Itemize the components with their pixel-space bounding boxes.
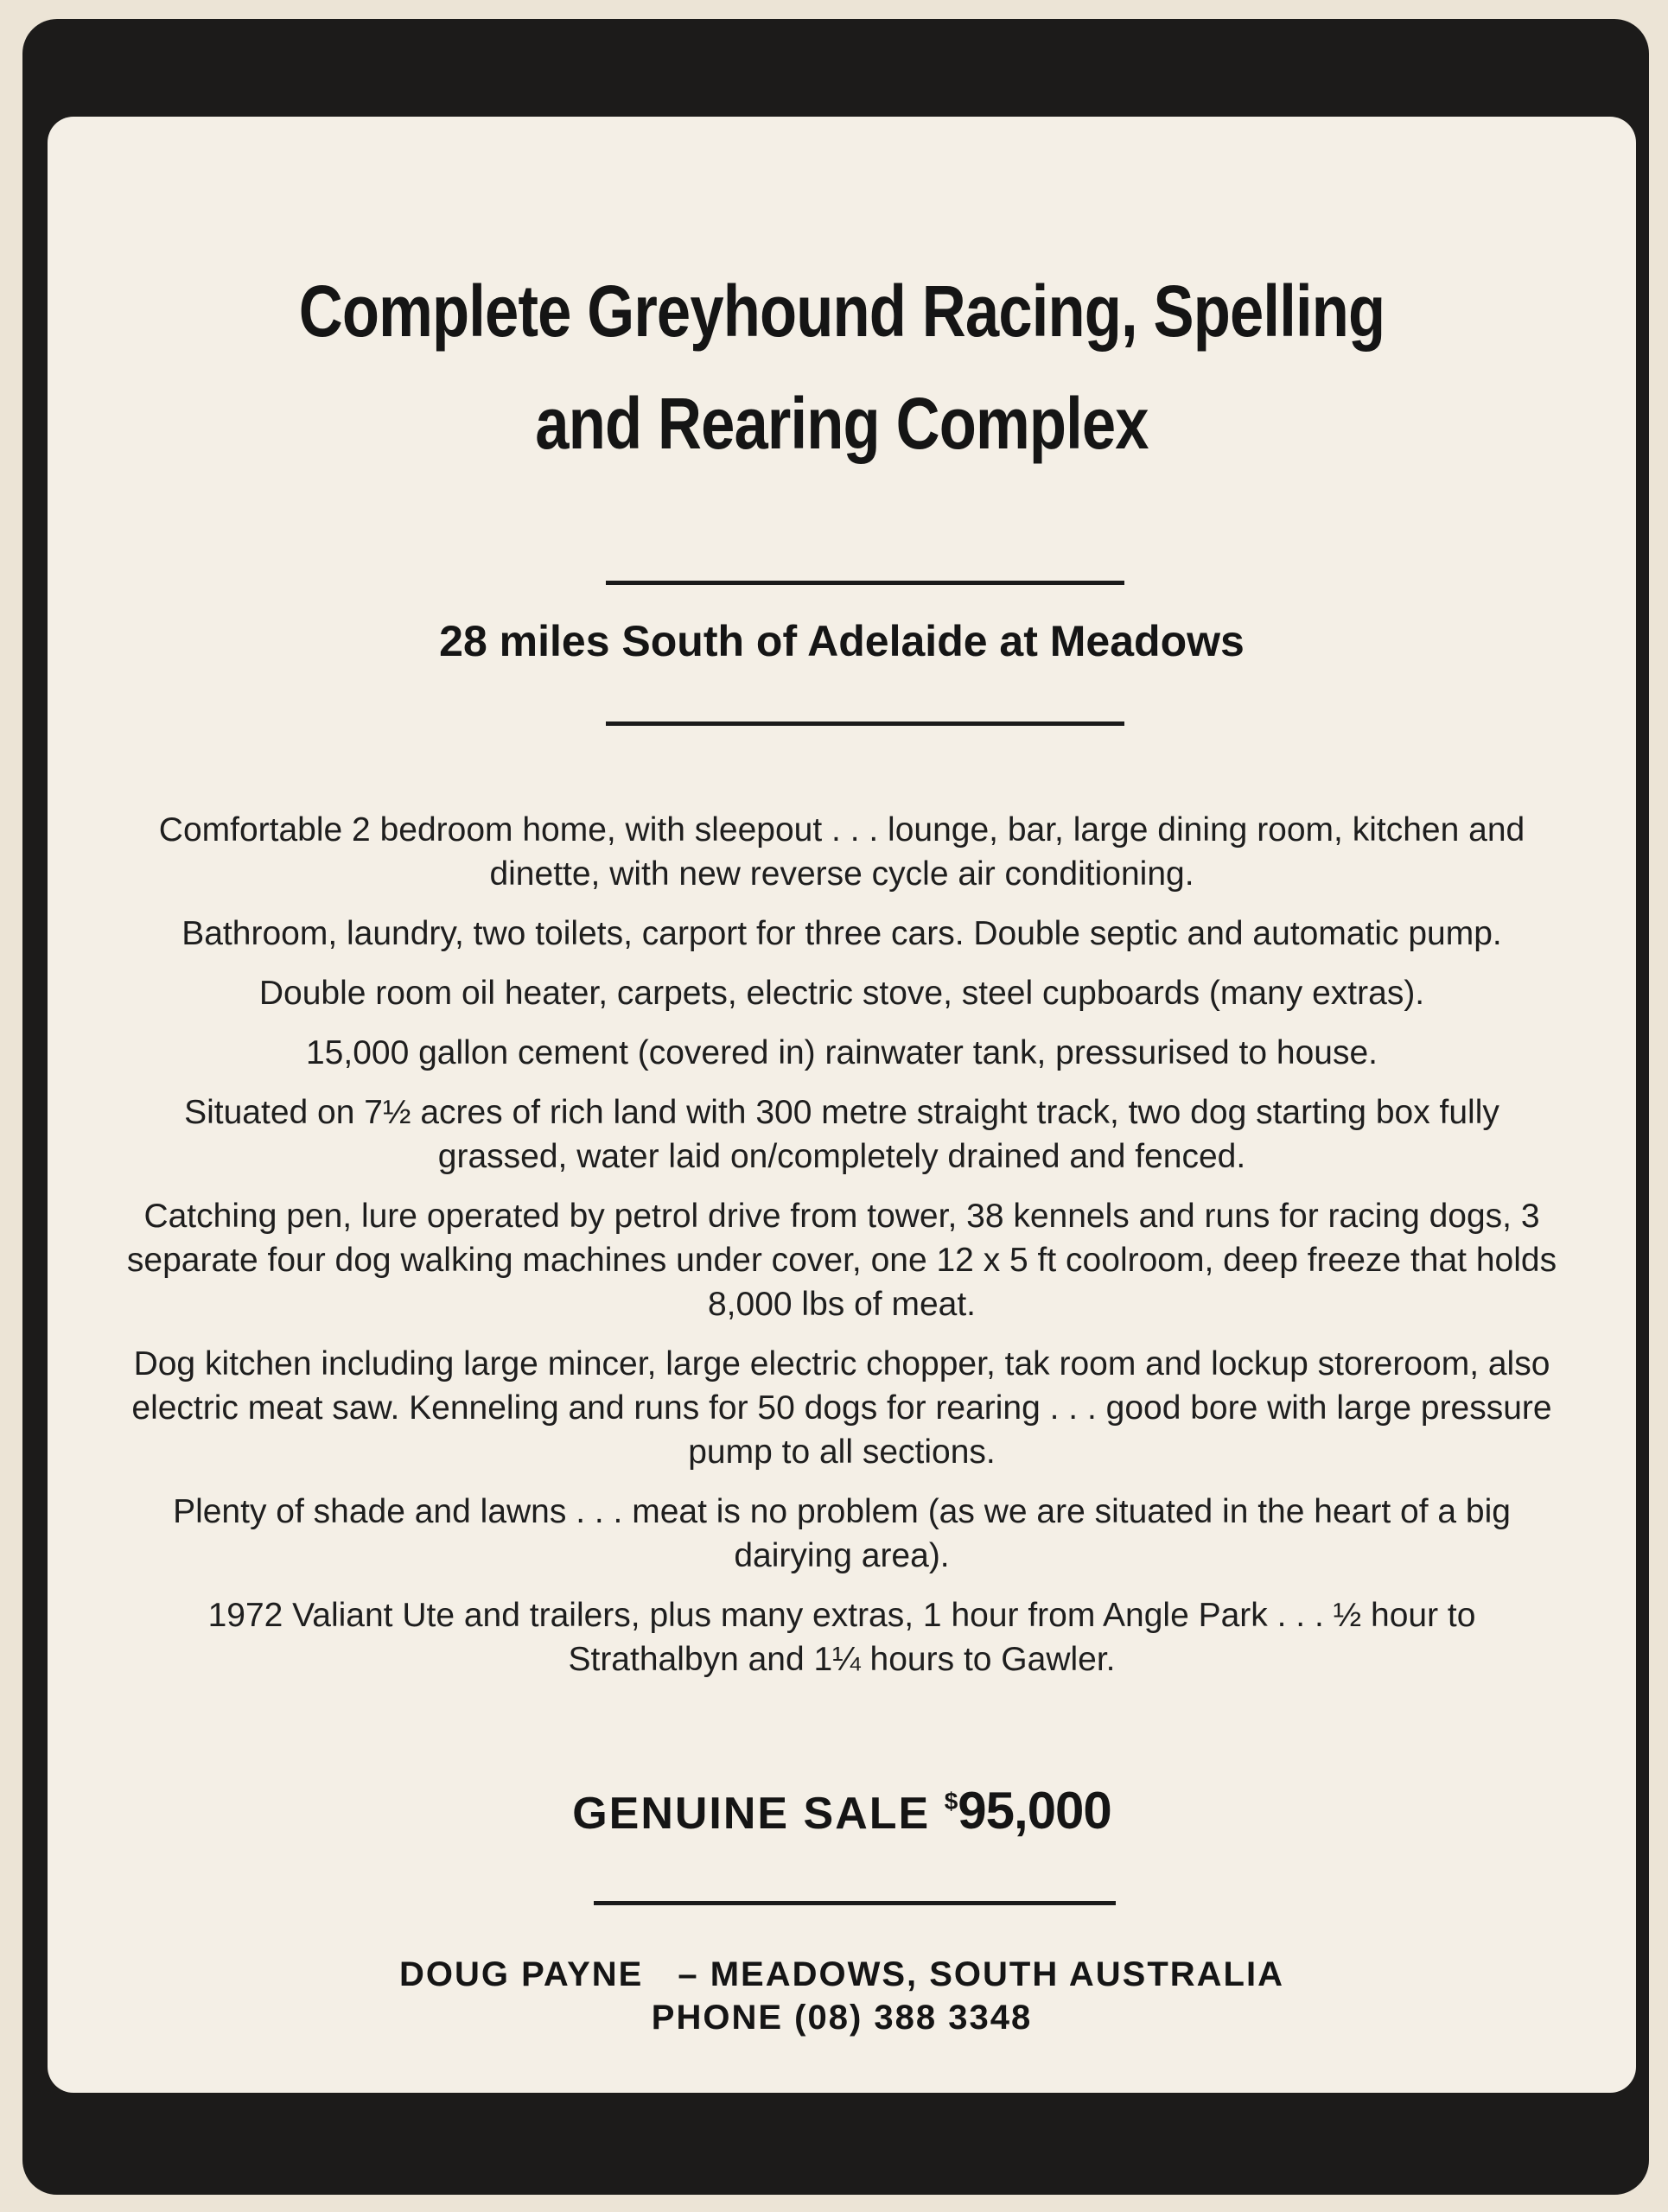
contact-block	[48, 1953, 1636, 2039]
description-paragraph: Double room oil heater, carpets, electric stove, steel cupboards (many extras).	[258, 975, 1425, 1012]
headline-line-2: and Rearing Complex	[535, 383, 1149, 464]
description-paragraph: Situated on 7½ acres of rich land with 300 metre straight track, two dog starting box fully grassed, water laid on/completely drained and fenced.	[184, 1094, 1499, 1175]
description-paragraph: Comfortable 2 bedroom home, with sleepout . . . lounge, bar, large dining room, kitchen and dinette, with new reverse cycle air conditioning.	[158, 811, 1525, 893]
description-paragraph: Plenty of shade and lawns . . . meat is no problem (as we are situated in the heart of a big dairying area).	[173, 1493, 1511, 1574]
advertisement-panel	[48, 117, 1636, 2093]
description-paragraph: 15,000 gallon cement (covered in) rainwater tank, pressurised to house.	[305, 1034, 1378, 1071]
price-amount: 95,000	[958, 1782, 1111, 1840]
contact-phone: PHONE (08) 388 3348	[651, 1999, 1033, 2037]
description-paragraph: Dog kitchen including large mincer, large electric chopper, tak room and lockup storeroom, also electric meat saw. Kenneling and runs for 50 dogs for rearing . . . good bore with large pressure pump to all sections.	[131, 1345, 1552, 1471]
contact-name: DOUG PAYNE	[399, 1955, 644, 1993]
location-subhead: 28 miles South of Adelaide at Meadows	[439, 617, 1245, 665]
description-paragraph: 1972 Valiant Ute and trailers, plus many extras, 1 hour from Angle Park . . . ½ hour to Strathalbyn and 1¼ hours to Gawler.	[207, 1597, 1476, 1678]
description-body	[125, 808, 1558, 1697]
black-border-frame	[22, 19, 1649, 2195]
headline-line-1: Complete Greyhound Racing, Spelling	[298, 270, 1385, 352]
divider-rule	[606, 581, 1124, 585]
currency-symbol: $	[944, 1788, 958, 1815]
divider-rule	[594, 1901, 1116, 1905]
divider-rule	[606, 721, 1124, 726]
contact-location: – MEADOWS, SOUTH AUSTRALIA	[678, 1955, 1284, 1993]
headline	[175, 255, 1509, 480]
description-paragraph: Bathroom, laundry, two toilets, carport for three cars. Double septic and automatic pump.	[181, 915, 1502, 952]
price-label: GENUINE SALE	[572, 1789, 931, 1839]
description-paragraph: Catching pen, lure operated by petrol drive from tower, 38 kennels and runs for racing dogs, 3 separate four dog walking machines under cover, one 12 x 5 ft coolroom, deep freeze that holds 8,000 lbs of meat.	[126, 1198, 1557, 1323]
price-line	[48, 1771, 1636, 1844]
